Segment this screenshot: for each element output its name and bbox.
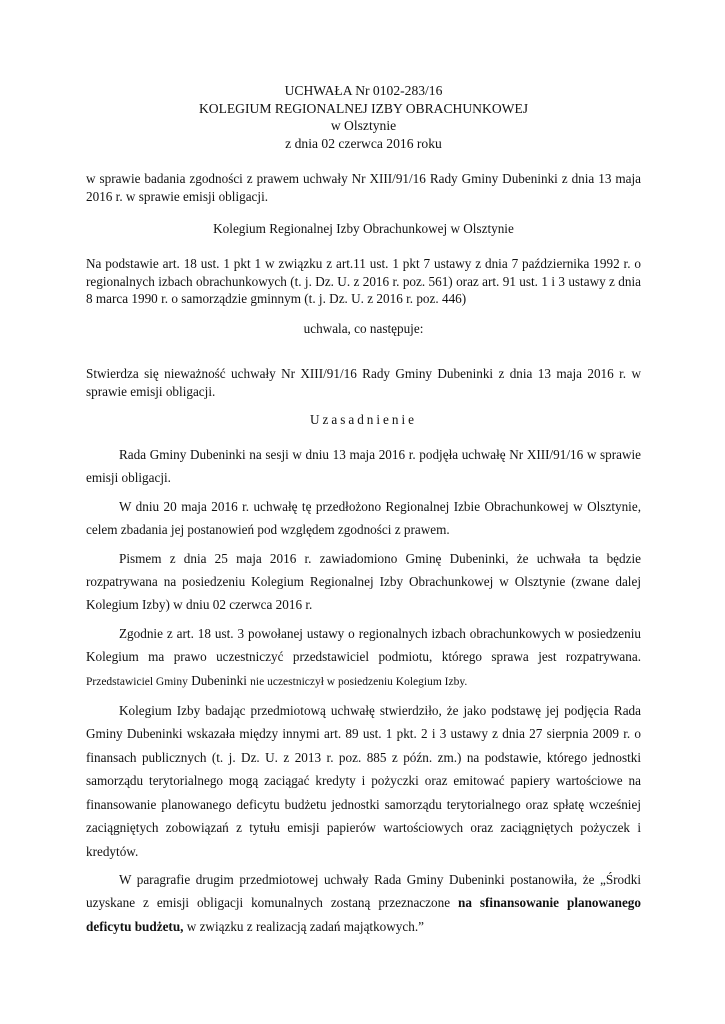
legal-basis: Na podstawie art. 18 ust. 1 pkt 1 w związku z art.11 ust. 1 pkt 7 ustawy z dnia 7 października 1992 r. o regionalnych izbach obrachunkowych (t. j. Dz. U. z 2016 r. poz. 561) oraz art. 91 ust. 1 i 3 ustawy z dnia 8 marca 1990 r. o samorządzie gminnym (t. j. Dz. U. z 2016 r. poz. 446)	[86, 256, 641, 306]
resolution-date: z dnia 02 czerwca 2016 roku	[285, 135, 442, 151]
paragraph-4	[86, 622, 641, 694]
paragraph-3: Pismem z dnia 25 maja 2016 r. zawiadomiono Gminę Dubeninki, że uchwała ta będzie rozpatrywana na posiedzeniu Kolegium Regionalnej Izby Obrachunkowej w Olsztynie (zwane dalej Kolegium Izby) w dniu 02 czerwca 2016 r.	[86, 550, 641, 613]
paragraph-4-main: Zgodnie z art. 18 ust. 3 powołanej ustawy o regionalnych izbach obrachunkowych w posiedzeniu Kolegium ma prawo uczestniczyć przedstawiciel podmiotu, którego sprawa jest rozpatrywana.	[86, 625, 641, 665]
paragraph-5: Kolegium Izby badając przedmiotową uchwałę stwierdziło, że jako podstawę jej podjęcia Rada Gminy Dubeninki wskazała między innymi art. 89 ust. 1 pkt. 2 i 3 ustawy z dnia 27 sierpnia 2009 r. o finansach publicznych (t. j. Dz. U. z 2013 r. poz. 885 z późn. zm.) na podstawie, którego jednostki samorządu terytorialnego mogą zaciągać kredyty i pożyczki oraz emitować papiery wartościowe na finansowanie planowanego deficytu budżetu jednostki samorządu terytorialnego oraz spłatę wcześniej zaciągniętych zobowiązań z tytułu emisji papierów wartościowych oraz zaciągniętych pożyczek i kredytów.	[86, 703, 641, 859]
resolves-line: uchwala, co następuje:	[303, 321, 424, 336]
issuing-body: KOLEGIUM REGIONALNEJ IZBY OBRACHUNKOWEJ	[198, 100, 529, 116]
justification-body	[86, 443, 641, 938]
paragraph-4-note-b: nie uczestniczył w posiedzeniu Kolegium Izby.	[250, 675, 468, 688]
paragraph-6-start: W paragrafie drugim przedmiotowej uchwały Rada Gminy Dubeninki postanowiła, że „Środki uzyskane z emisji obligacji komunalnych zostaną przeznaczone	[86, 871, 641, 911]
paragraph-4-note-a: Przedstawiciel Gminy	[86, 675, 188, 688]
issuing-location: w Olsztynie	[330, 118, 397, 133]
resolution-number: UCHWAŁA Nr 0102-283/16	[284, 83, 443, 98]
paragraph-4-name: Dubeninki	[191, 672, 247, 688]
paragraph-6	[86, 868, 641, 938]
paragraph-6-end: w związku z realizacją zadań majątkowych.”	[186, 918, 424, 934]
resolution-subject: w sprawie badania zgodności z prawem uchwały Nr XIII/91/16 Rady Gminy Dubeninki z dnia 13 maja 2016 r. w sprawie emisji obligacji.	[86, 171, 641, 204]
paragraph-2: W dniu 20 maja 2016 r. uchwałę tę przedłożono Regionalnej Izbie Obrachunkowej w Olsztynie, celem zbadania jej postanowień pod względem zgodności z prawem.	[86, 498, 641, 538]
paragraph-6-bold: na sfinansowanie planowanego deficytu budżetu,	[86, 895, 641, 934]
decision: Stwierdza się nieważność uchwały Nr XIII/91/16 Rady Gminy Dubeninki z dnia 13 maja 2016 r. w sprawie emisji obligacji.	[86, 366, 641, 399]
paragraph-1: Rada Gminy Dubeninki na sesji w dniu 13 maja 2016 r. podjęła uchwałę Nr XIII/91/16 w sprawie emisji obligacji.	[86, 447, 641, 486]
issuer-line: Kolegium Regionalnej Izby Obrachunkowej w Olsztynie	[213, 221, 514, 236]
justification-heading: Uzasadnienie	[309, 412, 418, 427]
resolution-header	[86, 82, 641, 152]
